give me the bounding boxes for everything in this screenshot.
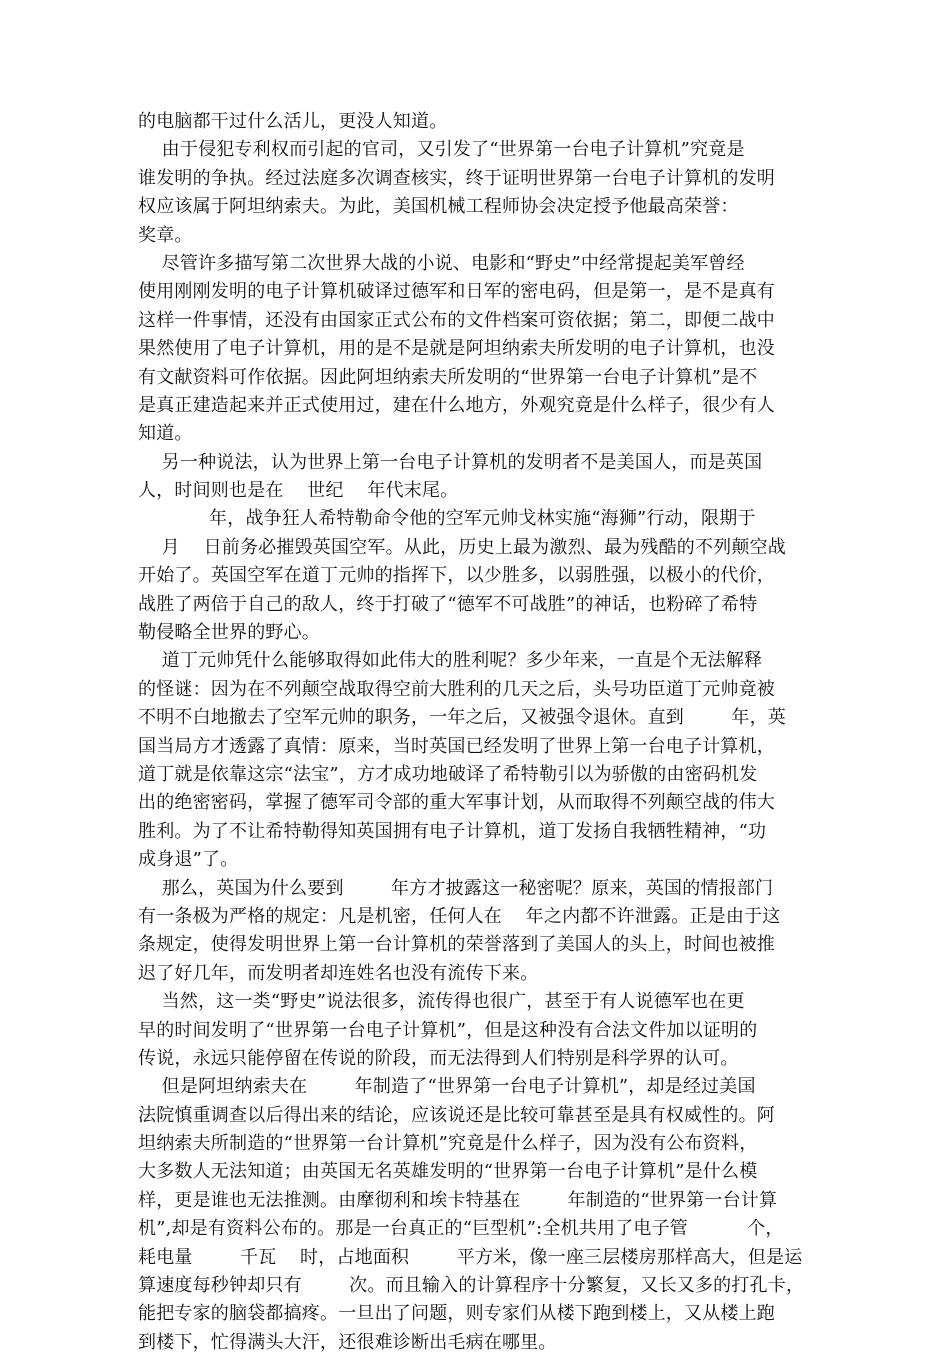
text-line: 胜利。为了不让希特勒得知英国拥有电子计算机，道丁发扬自我牺牲精神，“功 [138,820,767,842]
text-line: 另一种说法，认为世界上第一台电子计算机的发明者不是美国人，而是英国 [138,451,763,473]
text-line: 那么，英国为什么要到 年方才披露这一秘密呢？原来，英国的情报部门 [138,877,774,899]
text-line: 法院慎重调查以后得出来的结论，应该说还是比较可靠甚至是具有权威性的。阿 [138,1104,775,1126]
text-line: 由于侵犯专利权而引起的官司，又引发了“世界第一台电子计算机”究竟是 [138,139,745,161]
text-line: 能把专家的脑袋都搞疼。一旦出了问题，则专家们从楼下跑到楼上，又从楼上跑 [138,1303,775,1325]
text-line: 出的绝密密码，掌握了德军司令部的重大军事计划，从而取得不列颠空战的伟大 [138,792,775,814]
text-line: 尽管许多描写第二次世界大战的小说、电影和“野史”中经常提起美军曾经 [138,252,745,274]
text-line: 是真正建造起来并正式使用过，建在什么地方，外观究竟是什么样子，很少有人 [138,394,775,416]
text-line: 道丁就是依靠这宗“法宝”，方才成功地破译了希特勒引以为骄傲的由密码机发 [138,763,758,785]
text-line: 战胜了两倍于自己的敌人，终于打破了“德军不可战胜”的神话，也粉碎了希特 [138,593,758,615]
text-line: 算速度每秒钟却只有 次。而且输入的计算程序十分繁复，又长又多的打孔卡， [138,1275,805,1297]
text-line: 条规定，使得发明世界上第一台计算机的荣誉落到了美国人的头上，时间也被推 [138,934,775,956]
text-line: 早的时间发明了“世界第一台电子计算机”，但是这种没有合法文件加以证明的 [138,1019,758,1041]
text-line: 奖章。 [138,224,193,246]
text-line: 耗电量 千瓦 时，占地面积 平方米，像一座三层楼房那样高大，但是运 [138,1246,803,1268]
text-line: 大多数人无法知道；由英国无名英雄发明的“世界第一台电子计算机”是什么模 [138,1161,758,1183]
text-line: 知道。 [138,423,193,445]
text-line: 机”,却是有资料公布的。那是一台真正的“巨型机”:全机共用了电子管 个， [138,1218,784,1240]
text-line: 不明不白地撤去了空军元帅的职务，一年之后，又被强令退休。直到 年，英 [138,707,786,729]
text-line: 月 日前务必摧毁英国空军。从此，历史上最为激烈、最为残酷的不列颠空战 [138,536,786,558]
text-line: 使用刚刚发明的电子计算机破译过德军和日军的密电码，但是第一，是不是真有 [138,281,775,303]
text-line: 但是阿坦纳索夫在 年制造了“世界第一台电子计算机”，却是经过美国 [138,1076,756,1098]
text-line: 当然，这一类“野史”说法很多，流传得也很广，甚至于有人说德军也在更 [138,991,745,1013]
text-line: 国当局方才透露了真情：原来，当时英国已经发明了世界上第一台电子计算机， [138,735,775,757]
text-line: 有一条极为严格的规定：凡是机密，任何人在 年之内都不许泄露。正是由于这 [138,905,781,927]
text-line: 成身退”了。 [138,849,239,871]
text-line: 权应该属于阿坦纳索夫。为此，美国机械工程师协会决定授予他最高荣誉： [138,196,739,218]
text-line: 坦纳索夫所制造的“世界第一台计算机”究竟是什么样子，因为没有公布资料， [138,1133,758,1155]
text-line: 年，战争狂人希特勒命令他的空军元帅戈林实施“海狮”行动，限期于 [138,508,756,530]
text-line: 的电脑都干过什么活儿，更没人知道。 [138,111,448,132]
text-line: 人，时间则也是在 世纪 年代末尾。 [138,480,459,502]
text-line: 勒侵略全世界的野心。 [138,622,320,644]
text-line: 样，更是谁也无法推测。由摩彻利和埃卡特基在 年制造的“世界第一台计算 [138,1189,778,1211]
text-line: 迟了好几年，而发明者却连姓名也没有流传下来。 [138,962,539,984]
text-line: 果然使用了电子计算机，用的是不是就是阿坦纳索夫所发明的电子计算机，也没 [138,338,775,360]
text-line: 这样一件事情，还没有由国家正式公布的文件档案可资依据；第二，即便二战中 [138,309,775,331]
text-line: 有文献资料可作依据。因此阿坦纳索夫所发明的“世界第一台电子计算机”是不 [138,366,758,388]
text-line: 传说，永远只能停留在传说的阶段，而无法得到人们特别是科学界的认可。 [138,1047,739,1069]
text-line: 谁发明的争执。经过法庭多次调查核实，终于证明世界第一台电子计算机的发明 [138,167,775,189]
text-line: 到楼下，忙得满头大汗，还很难诊断出毛病在哪里。 [138,1331,557,1353]
document-body [138,108,810,1357]
text-line: 道丁元帅凭什么能够取得如此伟大的胜利呢？多少年来，一直是个无法解释 [138,650,763,672]
text-line: 的怪谜：因为在不列颠空战取得空前大胜利的几天之后，头号功臣道丁元帅竟被 [138,678,775,700]
text-line: 开始了。英国空军在道丁元帅的指挥下，以少胜多，以弱胜强，以极小的代价， [138,565,775,587]
